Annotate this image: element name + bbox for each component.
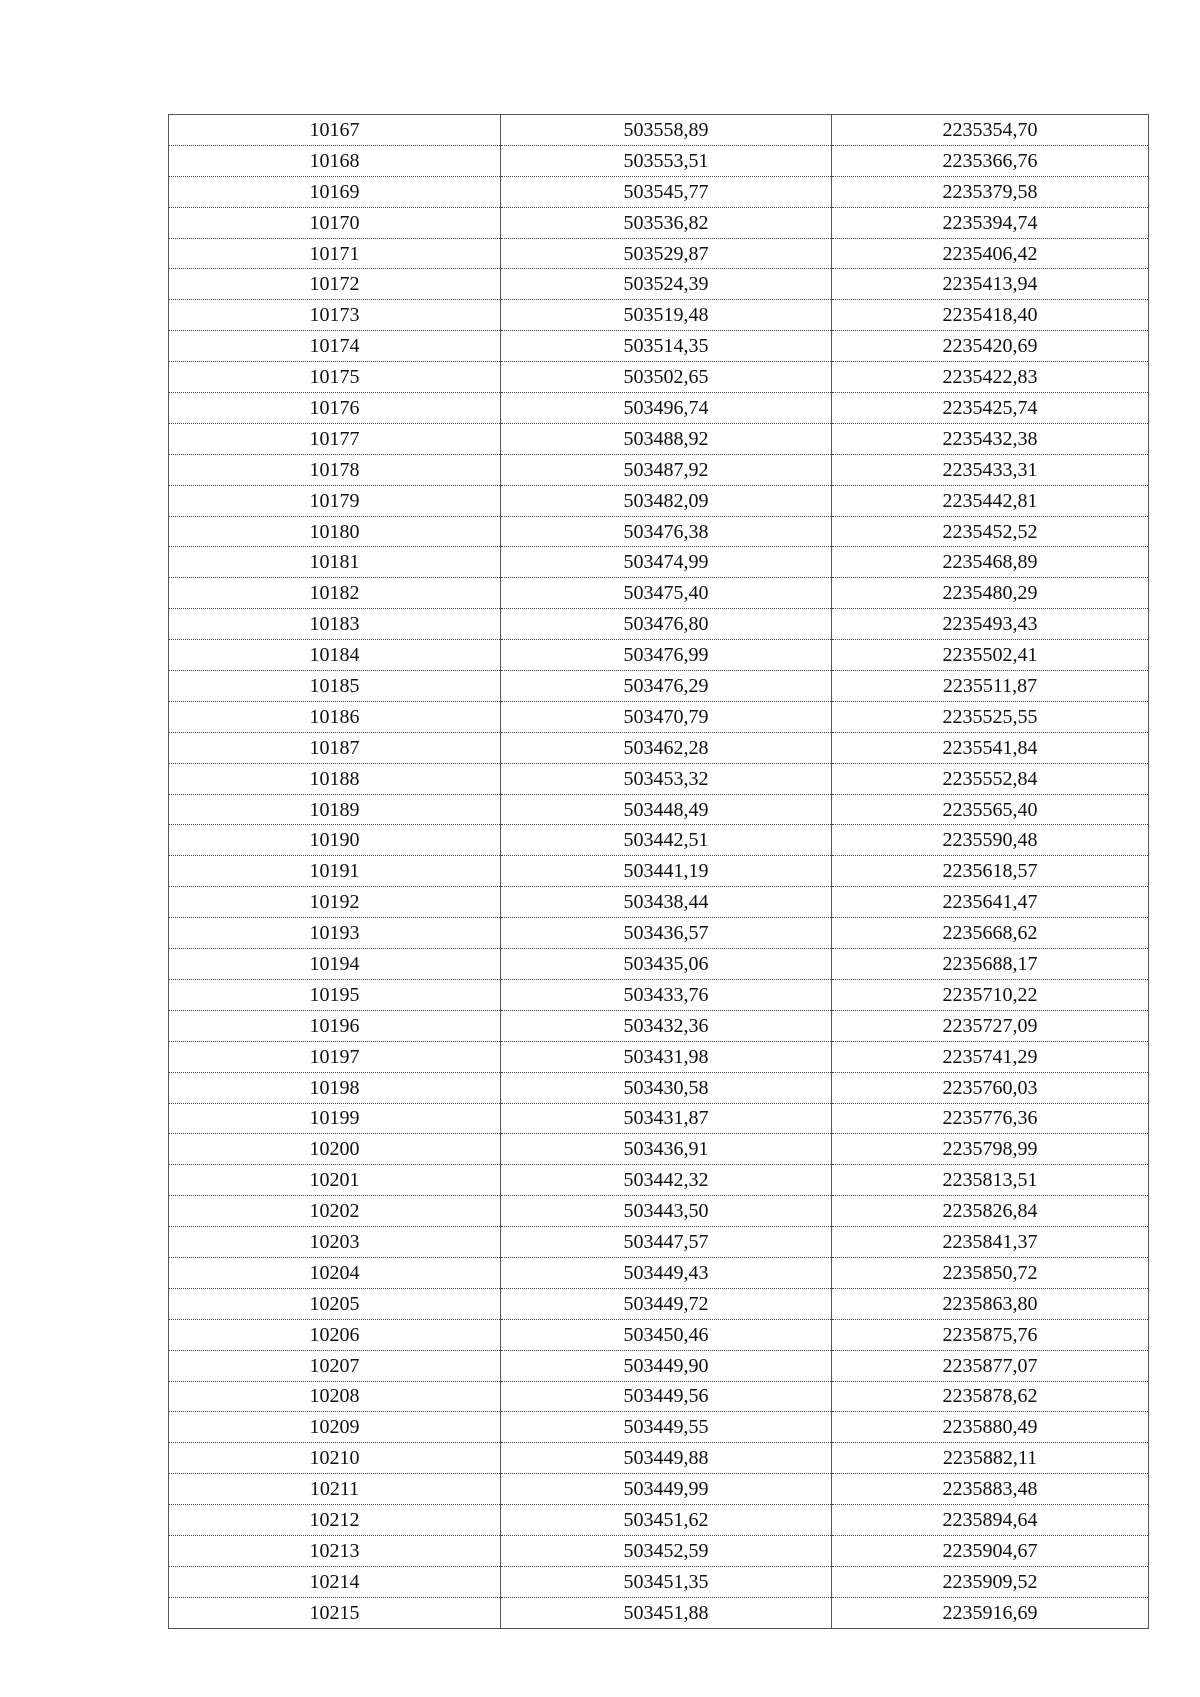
- y-coordinate-cell: 2235433,31: [832, 454, 1149, 485]
- table-row: [169, 393, 1149, 424]
- y-coordinate-cell: 2235641,47: [832, 887, 1149, 918]
- x-coordinate-cell: 503545,77: [501, 176, 832, 207]
- x-coordinate-cell: 503482,09: [501, 485, 832, 516]
- y-coordinate-cell: 2235511,87: [832, 671, 1149, 702]
- x-coordinate-cell: 503449,55: [501, 1412, 832, 1443]
- point-number-cell: 10172: [169, 269, 501, 300]
- x-coordinate-cell: 503449,56: [501, 1381, 832, 1412]
- point-number-cell: 10210: [169, 1443, 501, 1474]
- y-coordinate-cell: 2235406,42: [832, 238, 1149, 269]
- x-coordinate-cell: 503451,88: [501, 1597, 832, 1628]
- point-number-cell: 10213: [169, 1535, 501, 1566]
- table-row: [169, 640, 1149, 671]
- point-number-cell: 10200: [169, 1134, 501, 1165]
- point-number-cell: 10175: [169, 362, 501, 393]
- table-row: [169, 1535, 1149, 1566]
- table-row: [169, 794, 1149, 825]
- table-row: [169, 701, 1149, 732]
- table-row: [169, 1350, 1149, 1381]
- x-coordinate-cell: 503438,44: [501, 887, 832, 918]
- y-coordinate-cell: 2235541,84: [832, 732, 1149, 763]
- table-row: [169, 1412, 1149, 1443]
- point-number-cell: 10207: [169, 1350, 501, 1381]
- y-coordinate-cell: 2235883,48: [832, 1474, 1149, 1505]
- point-number-cell: 10169: [169, 176, 501, 207]
- x-coordinate-cell: 503453,32: [501, 763, 832, 794]
- x-coordinate-cell: 503558,89: [501, 115, 832, 146]
- y-coordinate-cell: 2235776,36: [832, 1103, 1149, 1134]
- table-row: [169, 887, 1149, 918]
- point-number-cell: 10189: [169, 794, 501, 825]
- y-coordinate-cell: 2235878,62: [832, 1381, 1149, 1412]
- coordinates-table-body: [169, 115, 1149, 1629]
- x-coordinate-cell: 503524,39: [501, 269, 832, 300]
- x-coordinate-cell: 503474,99: [501, 547, 832, 578]
- point-number-cell: 10178: [169, 454, 501, 485]
- point-number-cell: 10180: [169, 516, 501, 547]
- point-number-cell: 10179: [169, 485, 501, 516]
- table-row: [169, 918, 1149, 949]
- point-number-cell: 10203: [169, 1227, 501, 1258]
- table-row: [169, 207, 1149, 238]
- y-coordinate-cell: 2235880,49: [832, 1412, 1149, 1443]
- point-number-cell: 10209: [169, 1412, 501, 1443]
- x-coordinate-cell: 503431,87: [501, 1103, 832, 1134]
- y-coordinate-cell: 2235422,83: [832, 362, 1149, 393]
- table-row: [169, 1072, 1149, 1103]
- point-number-cell: 10198: [169, 1072, 501, 1103]
- point-number-cell: 10177: [169, 423, 501, 454]
- point-number-cell: 10171: [169, 238, 501, 269]
- point-number-cell: 10191: [169, 856, 501, 887]
- x-coordinate-cell: 503502,65: [501, 362, 832, 393]
- x-coordinate-cell: 503451,62: [501, 1505, 832, 1536]
- y-coordinate-cell: 2235850,72: [832, 1257, 1149, 1288]
- y-coordinate-cell: 2235452,52: [832, 516, 1149, 547]
- point-number-cell: 10199: [169, 1103, 501, 1134]
- table-row: [169, 671, 1149, 702]
- y-coordinate-cell: 2235418,40: [832, 300, 1149, 331]
- table-row: [169, 269, 1149, 300]
- table-row: [169, 856, 1149, 887]
- point-number-cell: 10195: [169, 979, 501, 1010]
- y-coordinate-cell: 2235826,84: [832, 1196, 1149, 1227]
- x-coordinate-cell: 503450,46: [501, 1319, 832, 1350]
- x-coordinate-cell: 503470,79: [501, 701, 832, 732]
- y-coordinate-cell: 2235394,74: [832, 207, 1149, 238]
- y-coordinate-cell: 2235875,76: [832, 1319, 1149, 1350]
- point-number-cell: 10170: [169, 207, 501, 238]
- x-coordinate-cell: 503443,50: [501, 1196, 832, 1227]
- x-coordinate-cell: 503529,87: [501, 238, 832, 269]
- point-number-cell: 10196: [169, 1010, 501, 1041]
- point-number-cell: 10176: [169, 393, 501, 424]
- y-coordinate-cell: 2235863,80: [832, 1288, 1149, 1319]
- point-number-cell: 10167: [169, 115, 501, 146]
- x-coordinate-cell: 503449,43: [501, 1257, 832, 1288]
- x-coordinate-cell: 503442,51: [501, 825, 832, 856]
- y-coordinate-cell: 2235502,41: [832, 640, 1149, 671]
- y-coordinate-cell: 2235432,38: [832, 423, 1149, 454]
- table-row: [169, 949, 1149, 980]
- y-coordinate-cell: 2235480,29: [832, 578, 1149, 609]
- y-coordinate-cell: 2235688,17: [832, 949, 1149, 980]
- point-number-cell: 10173: [169, 300, 501, 331]
- point-number-cell: 10214: [169, 1566, 501, 1597]
- x-coordinate-cell: 503447,57: [501, 1227, 832, 1258]
- table-row: [169, 115, 1149, 146]
- point-number-cell: 10211: [169, 1474, 501, 1505]
- x-coordinate-cell: 503553,51: [501, 145, 832, 176]
- y-coordinate-cell: 2235877,07: [832, 1350, 1149, 1381]
- y-coordinate-cell: 2235590,48: [832, 825, 1149, 856]
- coordinates-table: [168, 114, 1149, 1629]
- table-row: [169, 423, 1149, 454]
- x-coordinate-cell: 503475,40: [501, 578, 832, 609]
- table-row: [169, 238, 1149, 269]
- table-row: [169, 1597, 1149, 1628]
- y-coordinate-cell: 2235565,40: [832, 794, 1149, 825]
- x-coordinate-cell: 503431,98: [501, 1041, 832, 1072]
- point-number-cell: 10174: [169, 331, 501, 362]
- y-coordinate-cell: 2235552,84: [832, 763, 1149, 794]
- x-coordinate-cell: 503519,48: [501, 300, 832, 331]
- y-coordinate-cell: 2235468,89: [832, 547, 1149, 578]
- x-coordinate-cell: 503449,90: [501, 1350, 832, 1381]
- y-coordinate-cell: 2235798,99: [832, 1134, 1149, 1165]
- point-number-cell: 10205: [169, 1288, 501, 1319]
- x-coordinate-cell: 503451,35: [501, 1566, 832, 1597]
- x-coordinate-cell: 503449,88: [501, 1443, 832, 1474]
- point-number-cell: 10182: [169, 578, 501, 609]
- table-row: [169, 1288, 1149, 1319]
- x-coordinate-cell: 503476,99: [501, 640, 832, 671]
- y-coordinate-cell: 2235366,76: [832, 145, 1149, 176]
- table-row: [169, 176, 1149, 207]
- point-number-cell: 10197: [169, 1041, 501, 1072]
- table-row: [169, 145, 1149, 176]
- table-row: [169, 1010, 1149, 1041]
- table-row: [169, 609, 1149, 640]
- y-coordinate-cell: 2235618,57: [832, 856, 1149, 887]
- x-coordinate-cell: 503476,29: [501, 671, 832, 702]
- y-coordinate-cell: 2235354,70: [832, 115, 1149, 146]
- y-coordinate-cell: 2235425,74: [832, 393, 1149, 424]
- x-coordinate-cell: 503449,99: [501, 1474, 832, 1505]
- x-coordinate-cell: 503476,38: [501, 516, 832, 547]
- x-coordinate-cell: 503514,35: [501, 331, 832, 362]
- y-coordinate-cell: 2235894,64: [832, 1505, 1149, 1536]
- point-number-cell: 10181: [169, 547, 501, 578]
- table-row: [169, 1319, 1149, 1350]
- y-coordinate-cell: 2235420,69: [832, 331, 1149, 362]
- y-coordinate-cell: 2235413,94: [832, 269, 1149, 300]
- y-coordinate-cell: 2235882,11: [832, 1443, 1149, 1474]
- x-coordinate-cell: 503487,92: [501, 454, 832, 485]
- y-coordinate-cell: 2235525,55: [832, 701, 1149, 732]
- point-number-cell: 10184: [169, 640, 501, 671]
- y-coordinate-cell: 2235668,62: [832, 918, 1149, 949]
- table-row: [169, 485, 1149, 516]
- table-row: [169, 300, 1149, 331]
- table-row: [169, 1134, 1149, 1165]
- x-coordinate-cell: 503436,91: [501, 1134, 832, 1165]
- x-coordinate-cell: 503449,72: [501, 1288, 832, 1319]
- y-coordinate-cell: 2235727,09: [832, 1010, 1149, 1041]
- table-row: [169, 1041, 1149, 1072]
- y-coordinate-cell: 2235916,69: [832, 1597, 1149, 1628]
- table-row: [169, 454, 1149, 485]
- point-number-cell: 10183: [169, 609, 501, 640]
- table-row: [169, 1165, 1149, 1196]
- point-number-cell: 10202: [169, 1196, 501, 1227]
- y-coordinate-cell: 2235813,51: [832, 1165, 1149, 1196]
- table-row: [169, 362, 1149, 393]
- table-row: [169, 1227, 1149, 1258]
- point-number-cell: 10208: [169, 1381, 501, 1412]
- x-coordinate-cell: 503432,36: [501, 1010, 832, 1041]
- point-number-cell: 10188: [169, 763, 501, 794]
- point-number-cell: 10201: [169, 1165, 501, 1196]
- table-row: [169, 1443, 1149, 1474]
- table-row: [169, 1566, 1149, 1597]
- table-row: [169, 1196, 1149, 1227]
- table-row: [169, 516, 1149, 547]
- y-coordinate-cell: 2235379,58: [832, 176, 1149, 207]
- table-row: [169, 763, 1149, 794]
- x-coordinate-cell: 503462,28: [501, 732, 832, 763]
- x-coordinate-cell: 503442,32: [501, 1165, 832, 1196]
- table-row: [169, 1474, 1149, 1505]
- x-coordinate-cell: 503536,82: [501, 207, 832, 238]
- y-coordinate-cell: 2235493,43: [832, 609, 1149, 640]
- point-number-cell: 10185: [169, 671, 501, 702]
- table-row: [169, 825, 1149, 856]
- y-coordinate-cell: 2235904,67: [832, 1535, 1149, 1566]
- table-row: [169, 1103, 1149, 1134]
- point-number-cell: 10215: [169, 1597, 501, 1628]
- x-coordinate-cell: 503433,76: [501, 979, 832, 1010]
- y-coordinate-cell: 2235909,52: [832, 1566, 1149, 1597]
- table-row: [169, 578, 1149, 609]
- table-row: [169, 331, 1149, 362]
- point-number-cell: 10206: [169, 1319, 501, 1350]
- point-number-cell: 10193: [169, 918, 501, 949]
- table-row: [169, 1381, 1149, 1412]
- y-coordinate-cell: 2235760,03: [832, 1072, 1149, 1103]
- y-coordinate-cell: 2235841,37: [832, 1227, 1149, 1258]
- point-number-cell: 10168: [169, 145, 501, 176]
- x-coordinate-cell: 503436,57: [501, 918, 832, 949]
- x-coordinate-cell: 503435,06: [501, 949, 832, 980]
- point-number-cell: 10212: [169, 1505, 501, 1536]
- y-coordinate-cell: 2235710,22: [832, 979, 1149, 1010]
- table-row: [169, 547, 1149, 578]
- point-number-cell: 10187: [169, 732, 501, 763]
- table-row: [169, 732, 1149, 763]
- point-number-cell: 10204: [169, 1257, 501, 1288]
- x-coordinate-cell: 503488,92: [501, 423, 832, 454]
- point-number-cell: 10190: [169, 825, 501, 856]
- x-coordinate-cell: 503452,59: [501, 1535, 832, 1566]
- point-number-cell: 10194: [169, 949, 501, 980]
- x-coordinate-cell: 503441,19: [501, 856, 832, 887]
- x-coordinate-cell: 503448,49: [501, 794, 832, 825]
- x-coordinate-cell: 503496,74: [501, 393, 832, 424]
- table-row: [169, 1505, 1149, 1536]
- x-coordinate-cell: 503476,80: [501, 609, 832, 640]
- table-row: [169, 1257, 1149, 1288]
- point-number-cell: 10186: [169, 701, 501, 732]
- x-coordinate-cell: 503430,58: [501, 1072, 832, 1103]
- table-row: [169, 979, 1149, 1010]
- point-number-cell: 10192: [169, 887, 501, 918]
- y-coordinate-cell: 2235741,29: [832, 1041, 1149, 1072]
- y-coordinate-cell: 2235442,81: [832, 485, 1149, 516]
